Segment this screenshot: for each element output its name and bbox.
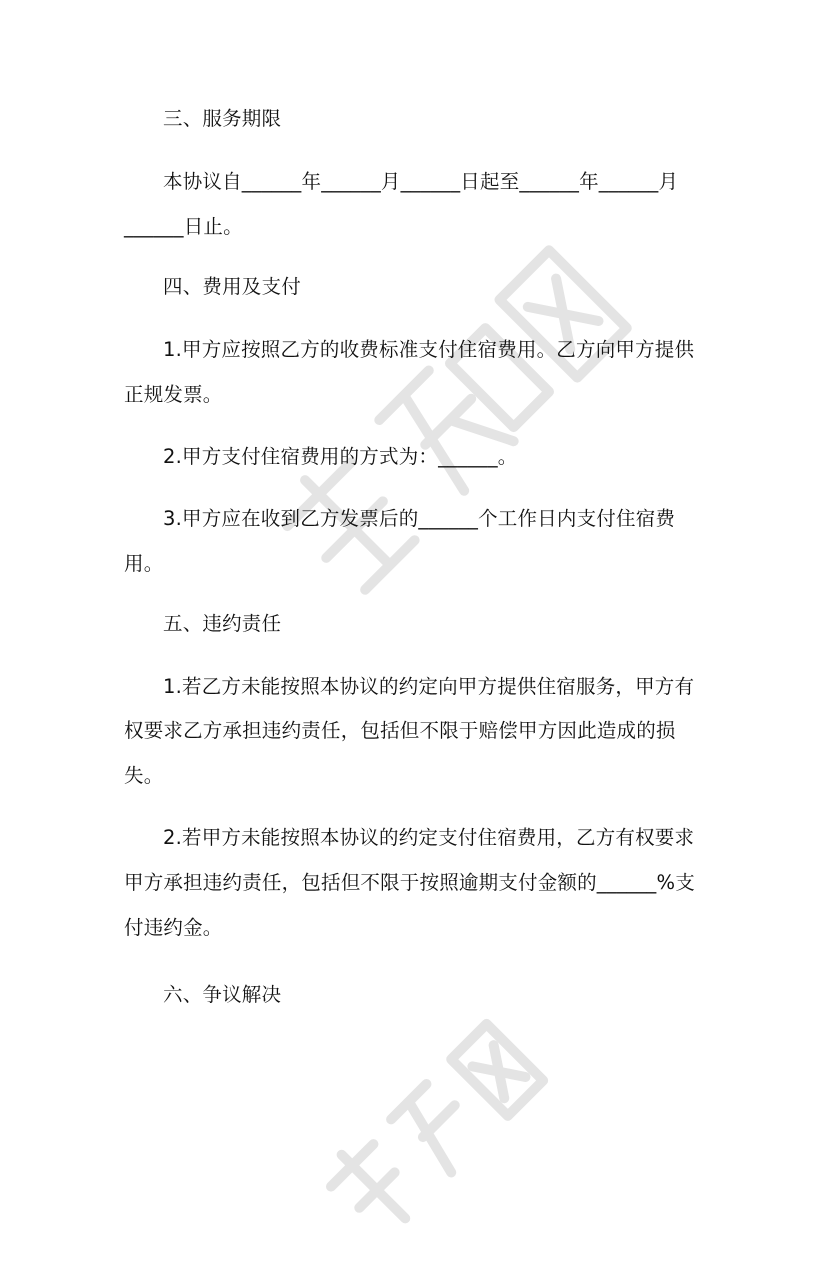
watermark-logo-icon — [245, 215, 655, 625]
section-heading-fees: 四、费用及支付 — [163, 275, 301, 298]
section-heading-dispute: 六、争议解决 — [163, 983, 282, 1006]
liability-clause-2-line-1: 2.若甲方未能按照本协议的约定支付住宿费用，乙方有权要求 — [163, 826, 695, 849]
fees-clause-1-line-1: 1.甲方应按照乙方的收费标准支付住宿费用。乙方向甲方提供 — [163, 338, 695, 361]
fees-clause-2-line-1: 2.甲方支付住宿费用的方式为：______。 — [163, 445, 518, 468]
liability-clause-2-line-3: 付违约金。 — [124, 916, 223, 939]
watermark-logo-icon-lower — [296, 996, 565, 1264]
section-heading-service-term: 三、服务期限 — [163, 107, 282, 130]
fees-clause-1-line-2: 正规发票。 — [124, 383, 223, 406]
service-term-line-2: ______日止。 — [124, 215, 243, 238]
fees-clause-3-line-1: 3.甲方应在收到乙方发票后的______个工作日内支付住宿费 — [163, 507, 676, 530]
liability-clause-2-line-2: 甲方承担违约责任，包括但不限于按照逾期支付金额的______%支 — [124, 871, 695, 894]
service-term-line-1: 本协议自______年______月______日起至______年______月 — [163, 170, 679, 193]
fees-clause-3-line-2: 用。 — [124, 552, 164, 575]
liability-clause-1-line-3: 失。 — [124, 764, 164, 787]
liability-clause-1-line-2: 权要求乙方承担违约责任，包括但不限于赔偿甲方因此造成的损 — [124, 719, 676, 742]
section-heading-liability: 五、违约责任 — [163, 612, 282, 635]
liability-clause-1-line-1: 1.若乙方未能按照本协议的约定向甲方提供住宿服务，甲方有 — [163, 675, 695, 698]
